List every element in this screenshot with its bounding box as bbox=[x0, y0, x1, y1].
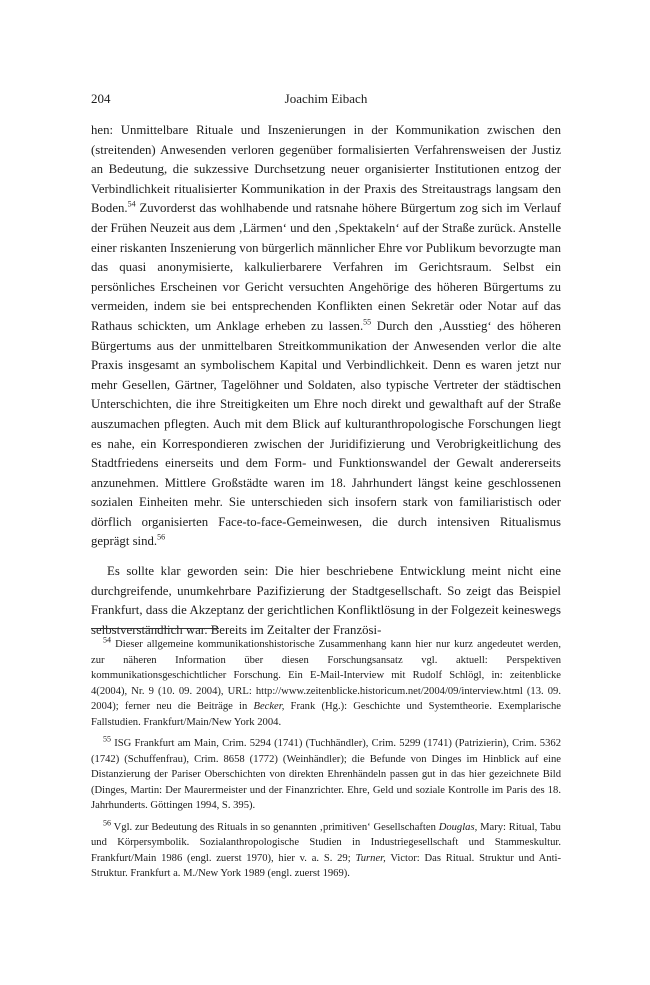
footnotes bbox=[91, 637, 561, 888]
footnote-ref-55: 55 bbox=[363, 317, 372, 327]
paragraph-2: Es sollte klar geworden sein: Die hier beschriebene Entwicklung meint nicht eine durchgreifende, unumkehrbare Pazifizierung der Stadtgesellschaft. So zeigt das Beispiel Frankfurt, dass die Akzeptanz der gerichtlichen Konfliktlösung in der Folgezeit keineswegs selbstverständlich war. Bereits im Zeitalter der Französi- bbox=[91, 564, 561, 637]
footnote-separator bbox=[91, 628, 219, 629]
footnote-mark-55: 55 bbox=[103, 734, 111, 744]
footnote-54-text: Dieser allgemeine kommunikationshistorische Zusammenhang kann hier nur kurz angedeutet werden, zur näheren Information über diesen Forschungsansatz vgl. aktuell: Perspektiven kommunikationsgeschichtlicher Forschung. Ein E-Mail-Interview mit Rudolf Schlögl, in: zeitenblicke 4(2004), Nr. 9 (10. 09. 2004), URL: http://www.zeitenblicke.historicum.net/2004/09/interview.html (13. 09. 2004); ferner neu die Beiträge in bbox=[91, 639, 561, 712]
footnote-ref-54: 54 bbox=[127, 200, 136, 210]
page-number: 204 bbox=[91, 91, 111, 106]
footnote-56-text-3: Victor: Das Ritual. Struktur und Anti-Struktur. Frankfurt a. M./New York 1989 (engl. zuerst 1969). bbox=[91, 852, 561, 879]
main-text bbox=[91, 121, 561, 640]
footnote-54-text-2: Frank (Hg.): Geschichte und Systemtheorie. Exemplarische Fallstudien. Frankfurt/Main/New York 2004. bbox=[91, 701, 561, 728]
paragraph-1-part-1: hen: Unmittelbare Rituale und Inszenierungen in der Kommunikation zwischen den (streitenden) Anwesenden verloren gegenüber formalisierten Verfahrensweisen der Justiz an Bedeutung, die sukzessive Durchsetzung neuer organisierter Institutionen entzog der Verbindlichkeit ritualisierter Kommunikation in der Praxis des Streitaustrags langsam den Boden. bbox=[91, 123, 561, 216]
running-head-author: Joachim Eibach bbox=[284, 91, 368, 106]
footnote-54-author: Becker, bbox=[253, 701, 285, 712]
footnote-54 bbox=[91, 637, 561, 730]
paragraph-1-part-2: Zuvorderst das wohlhabende und ratsnahe höhere Bürgertum zog sich im Verlauf der Frühen Neuzeit aus dem ‚Lärmen‘ und den ‚Spektakeln‘ auf der Straße zurück. Anstelle einer riskanten Inszenierung von bürgerlich männlicher Ehre vor Publikum bevorzugte man das quasi anonymisierte, kalkulierbarere Verfahren im Gerichtsraum. Selbst ein persönliches Erscheinen vor Gericht versuchten Angehörige des höheren Bürgertums zu vermeiden, indem sie bei entsprechenden Konflikten einen Sekretär oder Notar auf das Rathaus schickten, um Anklage erheben zu lassen. bbox=[91, 201, 561, 333]
footnote-56-text-2: Mary: Ritual, Tabu und Körpersymbolik. Sozialanthropologische Studien in Industriegesellschaft und Stammeskultur. Frankfurt/Main 1986 (engl. zuerst 1970), hier v. a. S. 29; bbox=[91, 821, 561, 864]
footnote-56-author-2: Turner, bbox=[355, 852, 386, 864]
paragraph-1-part-3: Durch den ‚Ausstieg‘ des höheren Bürgertums aus der unmittelbaren Streitkommunikation der Anwesenden verlor die alte Praxis insgesamt an symbolischem Kapital und Verbindlichkeit. Denn es waren jetzt nur mehr Gesellen, Gärtner, Tagelöhner und Soldaten, also typische Vertreter der städtischen Unterschichten, die ihre Streitigkeiten um Ehre noch direkt und gewalthaft auf der Straße auszumachen pflegten. Auch mit dem Blick auf kulturanthropologische Forschungen liegt es nahe, ein Korrespondieren zwischen der Juridifizierung und Verobrigkeitlichung des Stadtfriedens einerseits und dem Form- und Funktionswandel der Gewalt andererseits anzunehmen. Mittlere Großstädte waren im 18. Jahrhundert längst keine geschlossenen sozialen Einheiten mehr. Sie unterschieden sich insofern stark von familiaristisch oder dörflich organisierten Face-to-face-Gemeinwesen, die durch intensiven Ritualismus geprägt sind. bbox=[91, 318, 561, 549]
footnote-55 bbox=[91, 736, 561, 814]
footnote-56-text: Vgl. zur Bedeutung des Rituals in so genannten ‚primitiven‘ Gesellschaften bbox=[111, 821, 439, 833]
footnote-mark-54: 54 bbox=[103, 635, 111, 645]
page-header bbox=[91, 91, 561, 109]
footnote-55-text: ISG Frankfurt am Main, Crim. 5294 (1741) (Tuchhändler), Crim. 5299 (1741) (Patrizierin), Crim. 5362 (1742) (Schuffenfrau), Crim. 8658 (1772) (Weinhändler); die Befunde von Dinges im Hinblick auf eine Distanzierung der Pariser Oberschichten von direkten Ehrenhändeln passen gut in das hier gezeichnete Bild (Dinges, Martin: Der Maurermeister und der Finanzrichter. Ehre, Geld und soziale Kontrolle im Paris des 18. Jahrhunderts. Göttingen 1994, S. 395). bbox=[91, 738, 561, 811]
footnote-ref-56: 56 bbox=[157, 533, 166, 543]
footnote-56 bbox=[91, 817, 561, 882]
footnote-mark-56: 56 bbox=[103, 817, 111, 827]
paragraph-1 bbox=[91, 121, 561, 552]
footnote-56-author-1: Douglas, bbox=[438, 821, 478, 833]
